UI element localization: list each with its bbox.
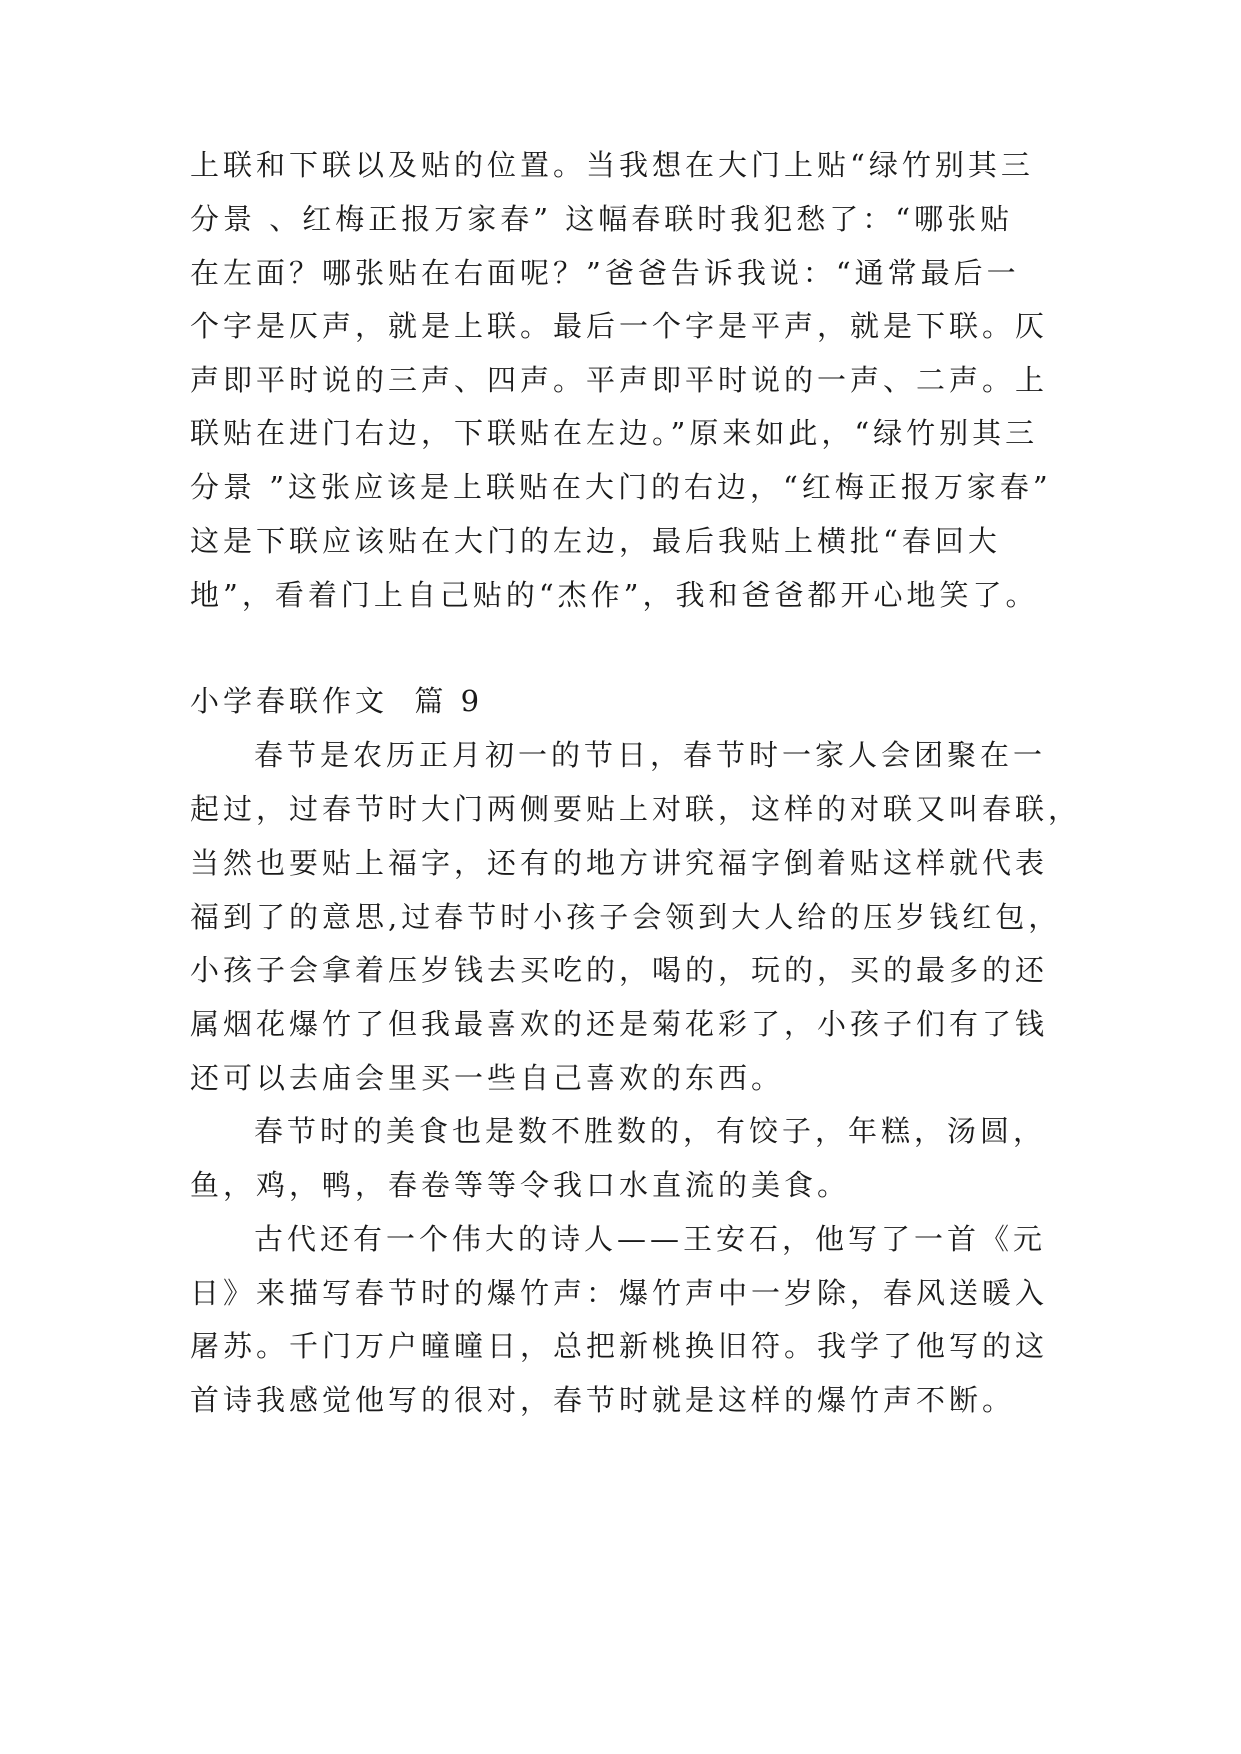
text-line: 还可以去庙会里买一些自己喜欢的东西。 bbox=[190, 1061, 785, 1095]
section-title: 小学春联作文 篇 9 bbox=[190, 684, 484, 718]
text-line: 这是下联应该贴在大门的左边，最后我贴上横批“春回大 bbox=[190, 524, 1001, 558]
text-line: 起过，过春节时大门两侧要贴上对联，这样的对联又叫春联， bbox=[190, 792, 1082, 826]
paragraph-first-line: 古代还有一个伟大的诗人——王安石，他写了一首《元 bbox=[254, 1222, 1047, 1256]
text-line: 声即平时说的三声、四声。平声即平时说的一声、二声。上 bbox=[190, 363, 1049, 397]
text-line: 分景 ”这张应该是上联贴在大门的右边，“红梅正报万家春” bbox=[190, 470, 1052, 504]
text-line: 在左面？哪张贴在右面呢？”爸爸告诉我说：“通常最后一 bbox=[190, 256, 1020, 290]
text-line: 地”，看着门上自己贴的“杰作”，我和爸爸都开心地笑了。 bbox=[190, 578, 1039, 612]
text-line: 联贴在进门右边，下联贴在左边。”原来如此，“绿竹别其三 bbox=[190, 416, 1039, 450]
text-line: 首诗我感觉他写的很对，春节时就是这样的爆竹声不断。 bbox=[190, 1383, 1016, 1417]
document-page bbox=[190, 0, 1082, 1754]
text-line: 福到了的意思,过春节时小孩子会领到大人给的压岁钱红包， bbox=[190, 900, 1062, 934]
text-line: 上联和下联以及贴的位置。当我想在大门上贴“绿竹别其三 bbox=[190, 148, 1034, 182]
text-line: 个字是仄声，就是上联。最后一个字是平声，就是下联。仄 bbox=[190, 309, 1049, 343]
text-line: 属烟花爆竹了但我最喜欢的还是菊花彩了，小孩子们有了钱 bbox=[190, 1007, 1049, 1041]
text-line: 分景 、红梅正报万家春” 这幅春联时我犯愁了：“哪张贴 bbox=[190, 202, 1014, 236]
paragraph-first-line: 春节是农历正月初一的节日，春节时一家人会团聚在一 bbox=[254, 738, 1047, 772]
text-line: 小孩子会拿着压岁钱去买吃的，喝的，玩的，买的最多的还 bbox=[190, 953, 1049, 987]
text-line: 当然也要贴上福字，还有的地方讲究福字倒着贴这样就代表 bbox=[190, 846, 1049, 880]
text-line: 日》来描写春节时的爆竹声：爆竹声中一岁除，春风送暖入 bbox=[190, 1276, 1049, 1310]
paragraph-first-line: 春节时的美食也是数不胜数的，有饺子，年糕，汤圆， bbox=[254, 1114, 1047, 1148]
text-line: 屠苏。千门万户曈曈日，总把新桃换旧符。我学了他写的这 bbox=[190, 1329, 1049, 1363]
text-line: 鱼，鸡，鸭，春卷等等令我口水直流的美食。 bbox=[190, 1168, 851, 1202]
